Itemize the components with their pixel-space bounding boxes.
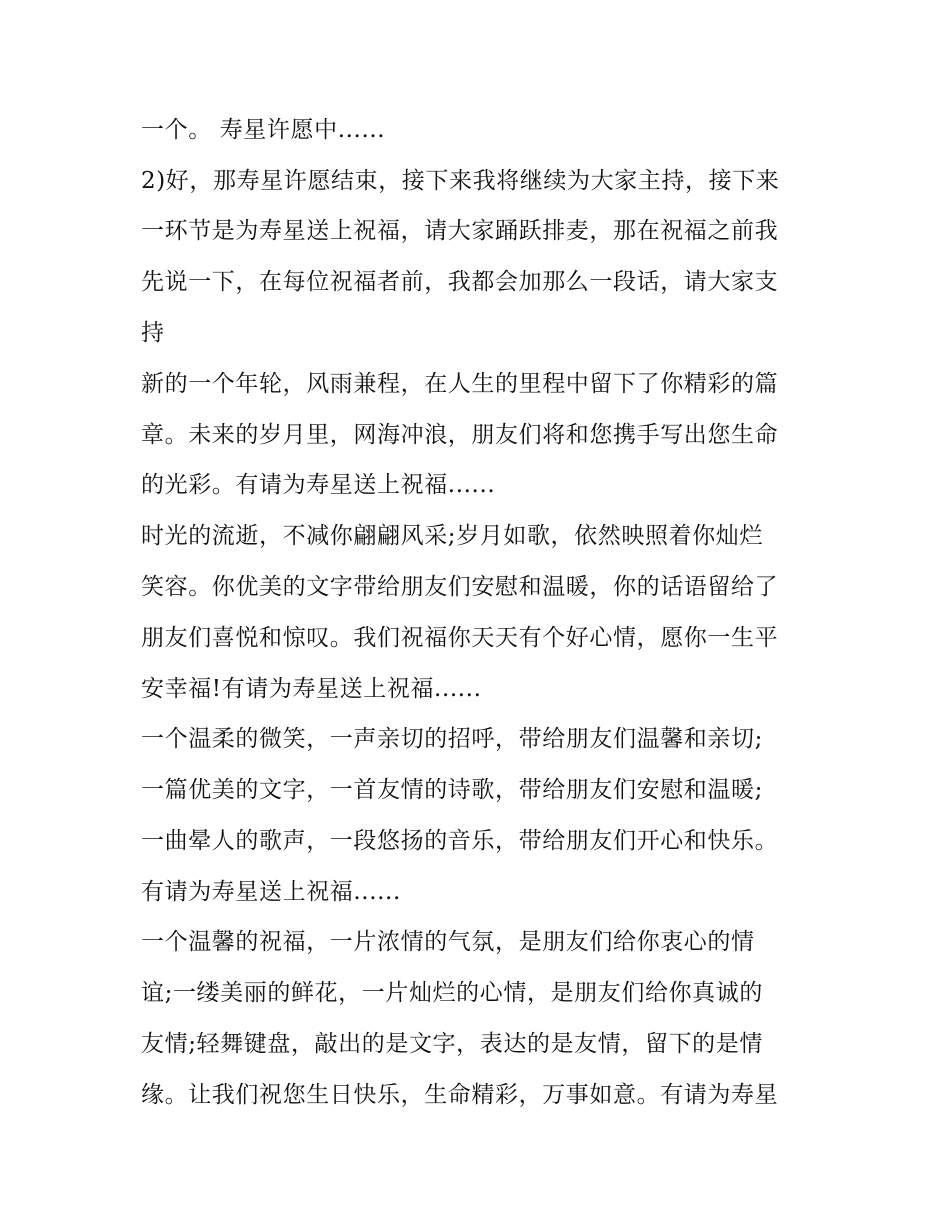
text-line: 的光彩。有请为寿星送上祝福......: [141, 472, 496, 498]
text-line: 时光的流逝，不减你翩翩风采;岁月如歌，依然映照着你灿烂: [141, 523, 763, 549]
text-line: 有请为寿星送上祝福......: [141, 879, 401, 905]
text-line: 一篇优美的文字，一首友情的诗歌，带给朋友们安慰和温暖;: [141, 777, 763, 803]
text-line: 先说一下，在每位祝福者前，我都会加那么一段话，请大家支: [141, 269, 779, 295]
text-line: 朋友们喜悦和惊叹。我们祝福你天天有个好心情，愿你一生平: [141, 625, 779, 651]
text-line: 章。未来的岁月里，网海冲浪，朋友们将和您携手写出您生命: [141, 422, 779, 448]
text-line: 2)好，那寿星许愿结束，接下来我将继续为大家主持，接下来: [141, 168, 780, 194]
text-line: 笑容。你优美的文字带给朋友们安慰和温暖，你的话语留给了: [141, 574, 779, 600]
text-line: 缘。让我们祝您生日快乐，生命精彩，万事如意。有请为寿星: [141, 1082, 779, 1108]
text-line: 一个。 寿星许愿中......: [141, 117, 386, 143]
text-line: 持: [141, 320, 165, 346]
text-line: 谊;一缕美丽的鲜花，一片灿烂的心情，是朋友们给你真诚的: [141, 980, 763, 1006]
text-line: 一环节是为寿星送上祝福，请大家踊跃排麦，那在祝福之前我: [141, 218, 779, 244]
text-line: 友情;轻舞键盘，敲出的是文字，表达的是友情，留下的是情: [141, 1031, 763, 1057]
text-line: 一个温馨的祝福，一片浓情的气氛，是朋友们给你衷心的情: [141, 929, 755, 955]
text-line: 安幸福!有请为寿星送上祝福......: [141, 676, 482, 702]
text-line: 一个温柔的微笑，一声亲切的招呼，带给朋友们温馨和亲切;: [141, 726, 763, 752]
text-line: 新的一个年轮，风雨兼程，在人生的里程中留下了你精彩的篇: [141, 371, 779, 397]
text-line: 一曲晕人的歌声，一段悠扬的音乐，带给朋友们开心和快乐。: [141, 828, 779, 854]
